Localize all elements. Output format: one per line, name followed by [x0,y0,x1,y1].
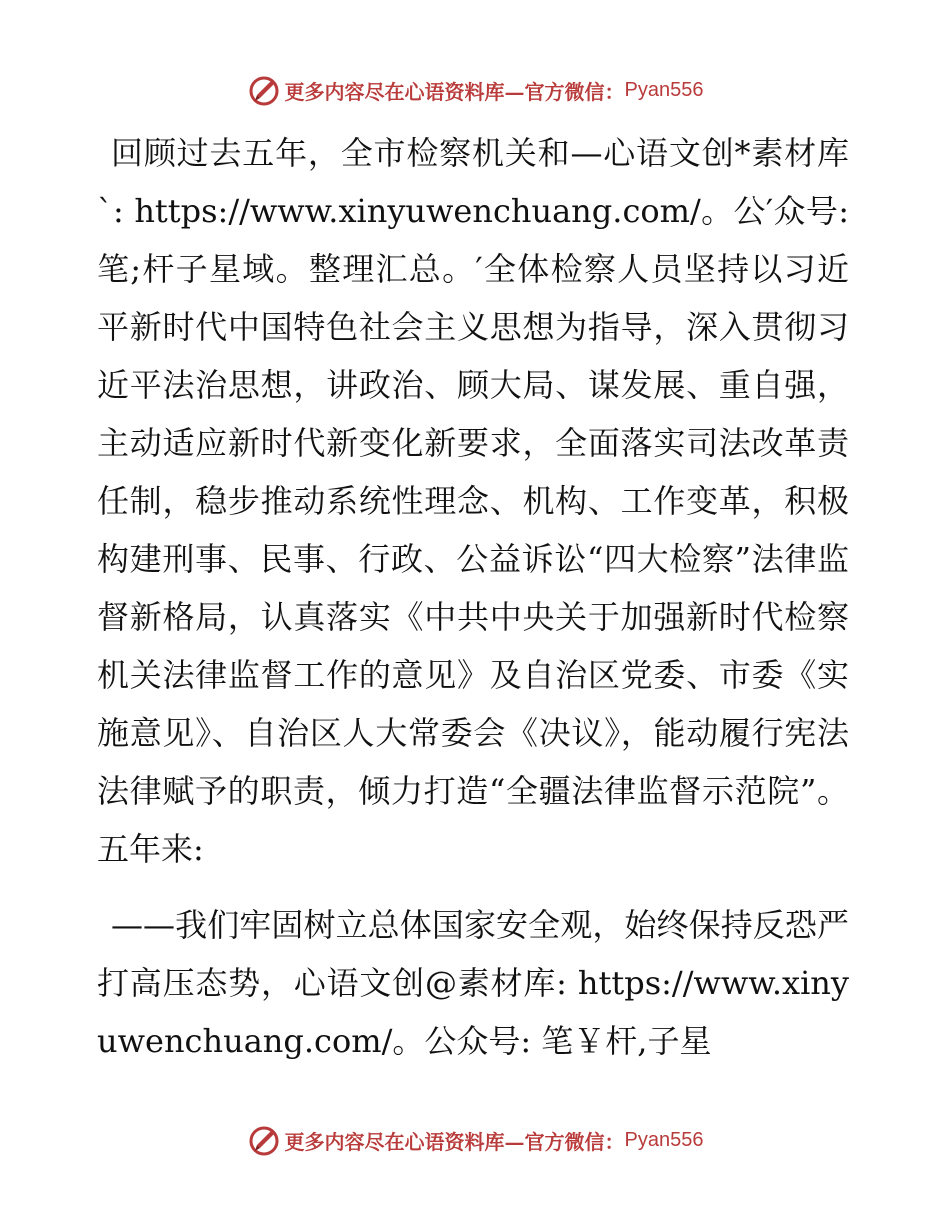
header-watermark [0,70,950,110]
paragraph: 回顾过去五年，全市检察机关和—心语文创*素材库`: https://www.xinyuwenchuang.com/。公′众号: 笔;杆子星域。整理汇总。′全体检察人员坚持以习近平新时代中国特色社会主义思想为指导，深入贯彻习近平法治思想，讲政治、顾大局、谋发展、重自强，主动适应新时代新变化新要求，全面落实司法改革责任制，稳步推动系统性理念、机构、工作变革，积极构建刑事、民事、行政、公益诉讼“四大检察”法律监督新格局，认真落实《中共中央关于加强新时代检察机关法律监督工作的意见》及自治区党委、市委《实施意见》、自治区人大常委会《决议》，能动履行宪法法律赋予的职责，倾力打造“全疆法律监督示范院”。五年来: [97,134,849,868]
watermark-text: 更多内容尽在心语资料库—官方微信： [284,79,625,104]
watermark-account: Pyan556 [624,78,704,101]
pen-seal-icon [247,73,281,107]
pen-seal-icon [247,1123,281,1157]
document-body [97,124,849,1070]
watermark-account: Pyan556 [624,1128,704,1151]
footer-watermark [0,1120,950,1160]
paragraph: ——我们牢固树立总体国家安全观，始终保持反恐严打高压态势，心语文创@素材库: https://www.xinyuwenchuang.com/。公众号: 笔￥杆,子星 [97,906,849,1060]
watermark-text: 更多内容尽在心语资料库—官方微信： [284,1129,625,1154]
